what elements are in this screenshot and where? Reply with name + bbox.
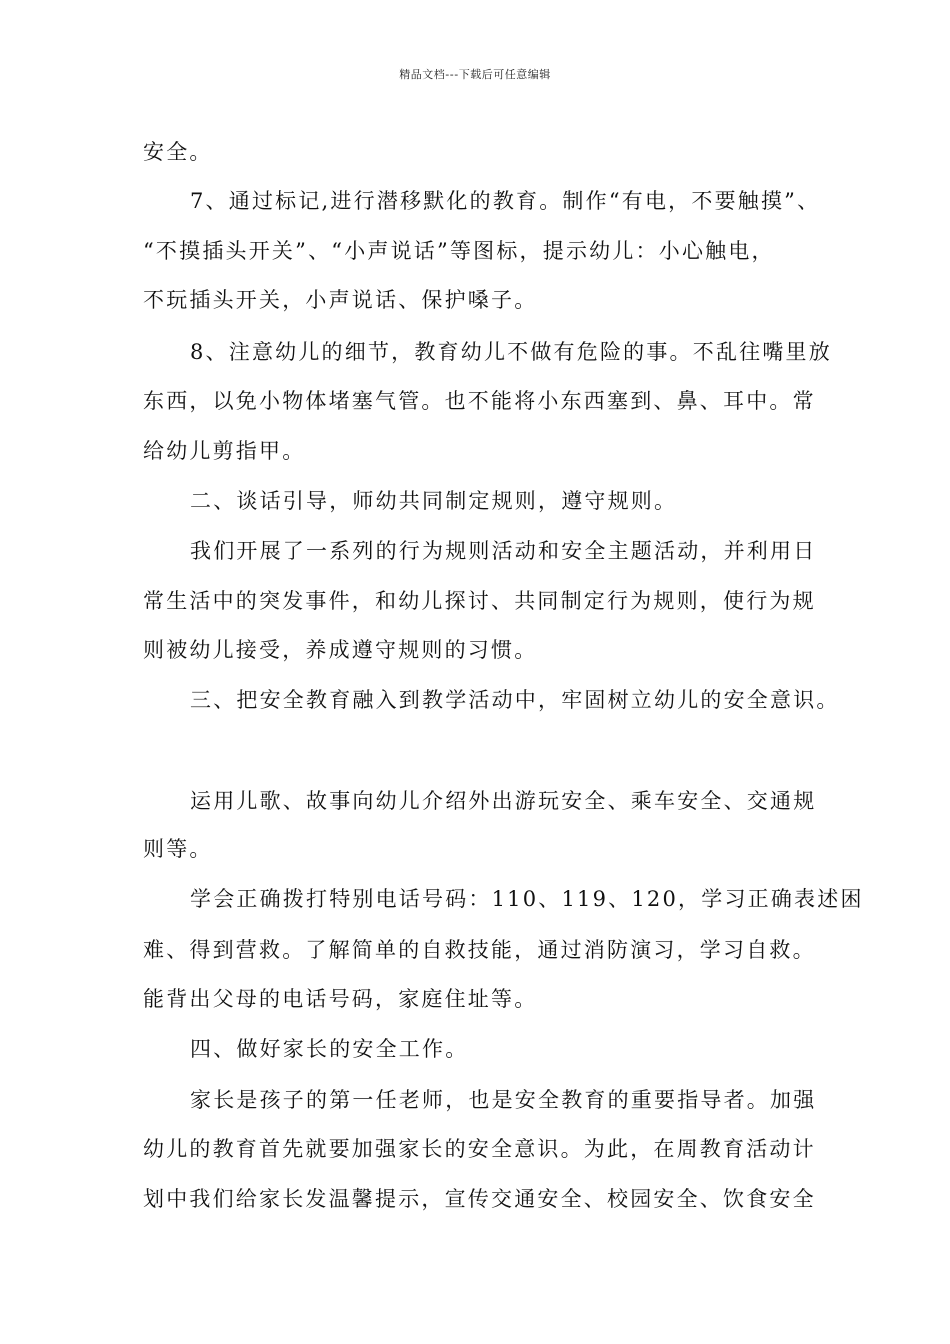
text-line: 学会正确拨打特别电话号码：110、119、120，学习正确表述困 bbox=[190, 887, 864, 911]
text-line: 给幼儿剪指甲。 bbox=[143, 439, 306, 463]
text-line: 家长是孩子的第一任老师，也是安全教育的重要指导者。加强 bbox=[190, 1088, 817, 1112]
text-line: 不玩插头开关，小声说话、保护嗓子。 bbox=[143, 288, 538, 312]
text-line: 四、做好家长的安全工作。 bbox=[190, 1037, 469, 1061]
text-line: 常生活中的突发事件，和幼儿探讨、共同制定行为规则，使行为规 bbox=[143, 589, 816, 613]
text-line: 运用儿歌、故事向幼儿介绍外出游玩安全、乘车安全、交通规 bbox=[190, 789, 817, 813]
text-line: 则等。 bbox=[143, 837, 213, 861]
text-line: 难、得到营救。了解简单的自救技能，通过消防演习，学习自救。 bbox=[143, 938, 816, 962]
text-line: 我们开展了一系列的行为规则活动和安全主题活动，并利用日 bbox=[190, 539, 817, 563]
text-line: 东西，以免小物体堵塞气管。也不能将小东西塞到、鼻、耳中。常 bbox=[143, 389, 816, 413]
text-line: 7、通过标记,进行潜移默化的教育。制作“有电，不要触摸”、 bbox=[190, 189, 821, 213]
text-line: 划中我们给家长发温馨提示，宣传交通安全、校园安全、饮食安全 bbox=[143, 1187, 816, 1211]
text-line: 8、注意幼儿的细节，教育幼儿不做有危险的事。不乱往嘴里放 bbox=[190, 340, 832, 364]
text-line: 三、把安全教育融入到教学活动中，牢固树立幼儿的安全意识。 bbox=[190, 688, 840, 712]
text-line: “不摸插头开关”、“小声说话”等图标，提示幼儿：小心触电， bbox=[143, 239, 775, 263]
page-header: 精品文档---下载后可任意编辑 bbox=[399, 68, 551, 81]
text-line: 则被幼儿接受，养成遵守规则的习惯。 bbox=[143, 638, 538, 662]
text-line: 幼儿的教育首先就要加强家长的安全意识。为此，在周教育活动计 bbox=[143, 1137, 816, 1161]
text-line: 安全。 bbox=[143, 140, 213, 164]
text-line: 能背出父母的电话号码，家庭住址等。 bbox=[143, 987, 538, 1011]
text-line: 二、谈话引导，师幼共同制定规则，遵守规则。 bbox=[190, 489, 678, 513]
